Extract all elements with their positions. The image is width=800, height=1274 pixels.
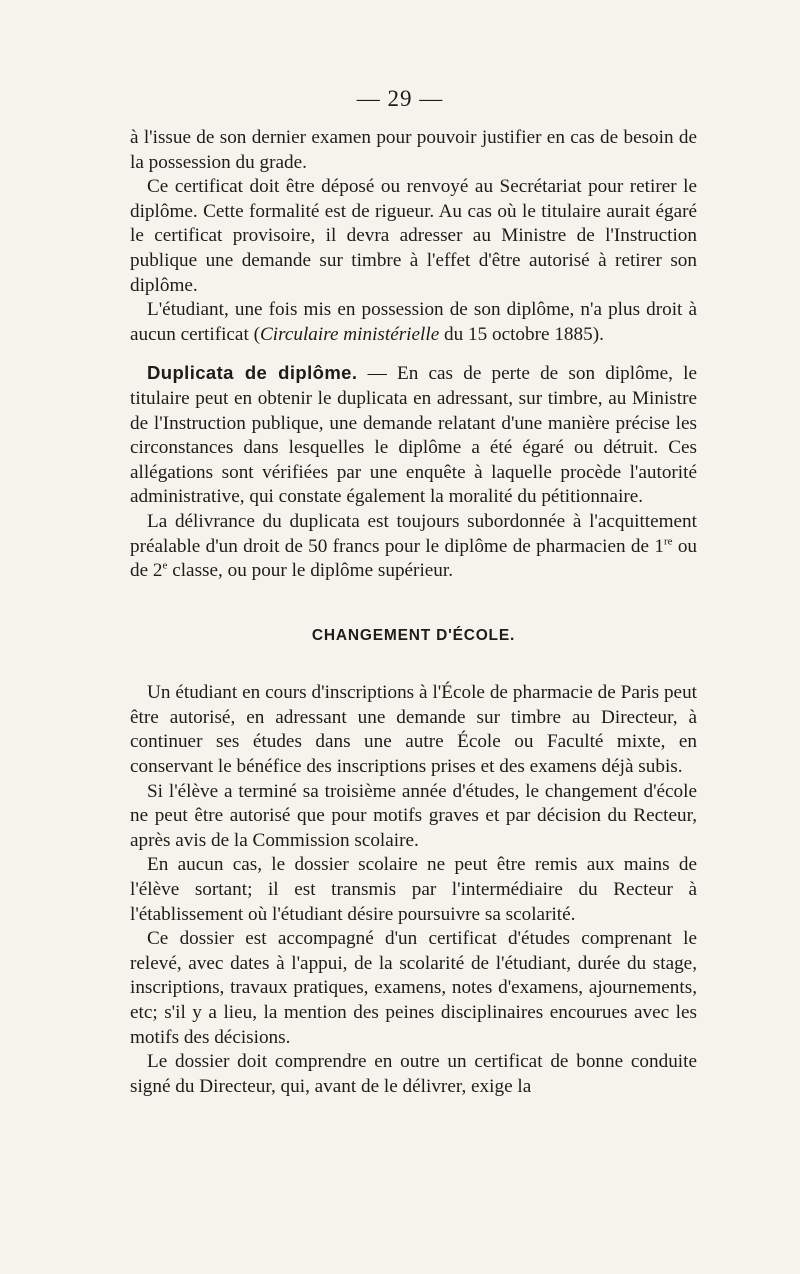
section-paragraph: En aucun cas, le dossier scolaire ne peut être remis aux mains de l'élève sortant; il est transmis par l'intermédiaire du Recteur à l'établissement où l'étudiant désire poursuivre sa scolarité. [130,854,697,925]
text-run: ou de 2 [130,535,698,582]
page-number: — 29 — [356,86,444,111]
paragraph-etudiant [130,298,697,347]
superscript: re [663,535,673,548]
text-run: — En cas de perte de son diplôme, le titulaire peut en obtenir le duplicata en adressant, sur timbre, au Ministre de l'Instruction publique, une demande relatant d'une manière précise les circonstances dans lesquelles le diplôme a été égaré ou détruit. Ces allégations sont vérifiées par une enquête à laquelle procède l'autorité administrative, qui constate également la moralité du pétitionnaire. [130,363,697,508]
text-run: L'étudiant, une fois mis en possession de son diplôme, n'a plus droit à aucun certificat ( [130,299,697,345]
section-title: CHANGEMENT D'ÉCOLE. [311,626,516,644]
page-body [130,126,697,1099]
section-paragraph: Un étudiant en cours d'inscriptions à l'École de pharmacie de Paris peut être autorisé, en adressant une demande sur timbre au Directeur, à continuer ses études dans une autre École ou Faculté mixte, en conservant le bénéfice des inscriptions prises et des examens déjà subis. [130,682,697,778]
paragraph-certificat: Ce certificat doit être déposé ou renvoyé au Secrétariat pour retirer le diplôme. Cette formalité est de rigueur. Au cas où le titulaire aurait égaré le certificat provisoire, il devra adresser au Ministre de l'Instruction publique une demande sur timbre à l'effet d'être autorisé à retirer son diplôme. [130,176,697,296]
duplicata-heading: Duplicata de diplôme. [147,362,358,384]
section-paragraph: Le dossier doit comprendre en outre un certificat de bonne conduite signé du Directeur, qui, avant de le délivrer, exige la [130,1051,697,1097]
superscript: e [162,559,168,572]
circular-reference: Circulaire ministérielle [259,323,440,345]
text-run: du 15 octobre 1885). [439,323,604,345]
text-run: classe, ou pour le diplôme supérieur. [167,560,454,582]
section-paragraph: Ce dossier est accompagné d'un certificat d'études comprenant le relevé, avec dates à l'appui, de la scolarité de l'étudiant, durée du stage, inscriptions, travaux pratiques, examens, notes d'examens, ajournements, etc; s'il y a lieu, la mention des peines disciplinaires encourues avec les motifs des décisions. [130,928,697,1048]
paragraph-delivrance [130,510,697,584]
paragraph-continuation: à l'issue de son dernier examen pour pouvoir justifier en cas de besoin de la possession du grade. [130,127,697,173]
section-paragraph: Si l'élève a terminé sa troisième année d'études, le changement d'école ne peut être autorisé que pour motifs graves et par décision du Recteur, après avis de la Commission scolaire. [130,780,697,851]
text-run: La délivrance du duplicata est toujours subordonnée à l'acquittement préalable d'un droit de 50 francs pour le diplôme de pharmacien de 1 [130,510,697,557]
paragraph-duplicata [130,361,697,510]
